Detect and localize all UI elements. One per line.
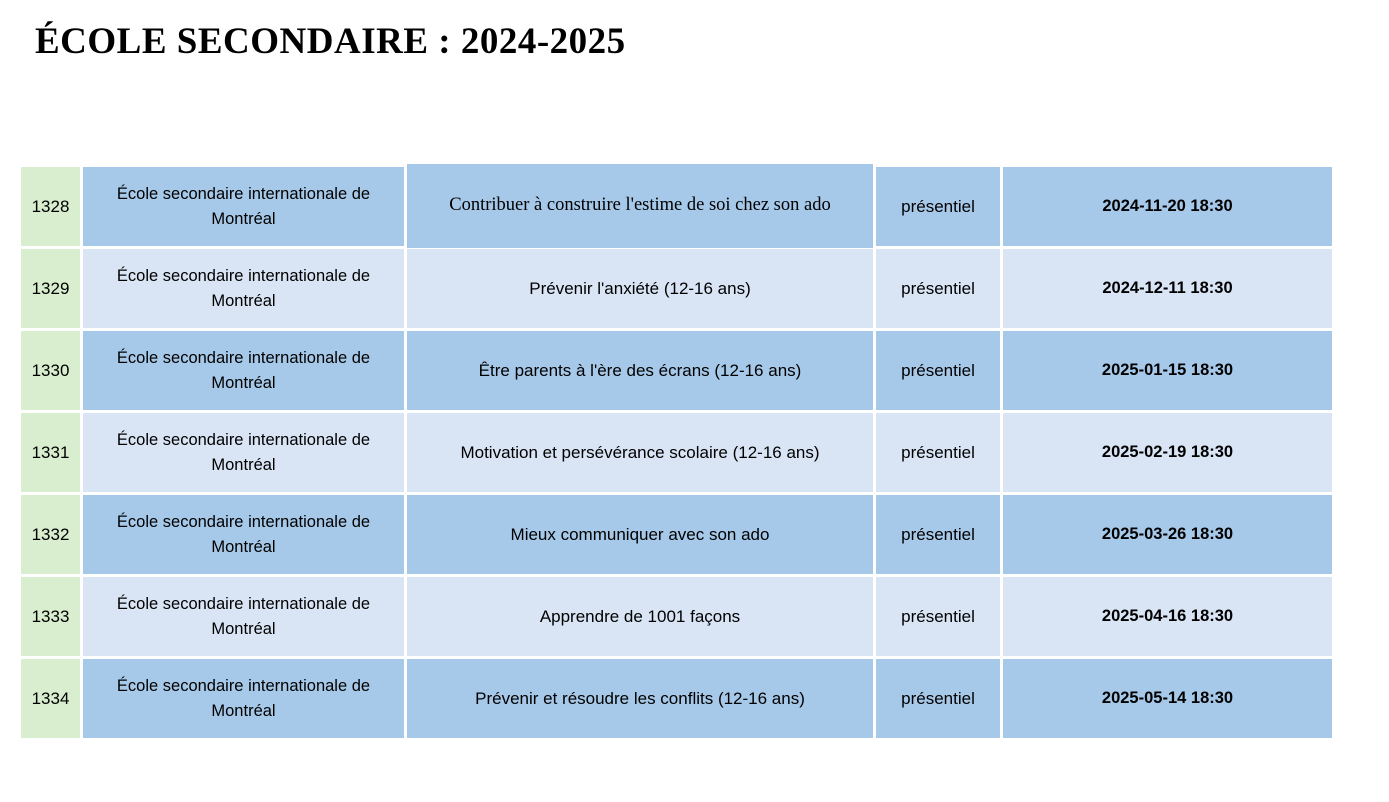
cell-workshop-title: Contribuer à construire l'estime de soi chez son ado <box>407 164 873 248</box>
cell-delivery-mode: présentiel <box>876 167 1000 246</box>
table-row <box>21 331 1332 410</box>
cell-workshop-title: Motivation et persévérance scolaire (12-16 ans) <box>407 413 873 492</box>
cell-delivery-mode: présentiel <box>876 331 1000 410</box>
cell-school-name: École secondaire internationale de Montréal <box>83 413 404 492</box>
table-row <box>21 167 1332 246</box>
cell-workshop-title: Prévenir et résoudre les conflits (12-16 ans) <box>407 659 873 738</box>
cell-school-name: École secondaire internationale de Montréal <box>83 249 404 328</box>
cell-delivery-mode: présentiel <box>876 495 1000 574</box>
workshops-table <box>21 167 1332 741</box>
cell-school-name: École secondaire internationale de Montréal <box>83 331 404 410</box>
table-row <box>21 495 1332 574</box>
table-row <box>21 577 1332 656</box>
cell-datetime: 2025-05-14 18:30 <box>1003 659 1332 738</box>
cell-school-name: École secondaire internationale de Montréal <box>83 167 404 246</box>
cell-datetime: 2024-12-11 18:30 <box>1003 249 1332 328</box>
cell-session-id: 1330 <box>21 331 80 410</box>
page-title: ÉCOLE SECONDAIRE : 2024-2025 <box>35 21 626 62</box>
cell-school-name: École secondaire internationale de Montréal <box>83 659 404 738</box>
cell-delivery-mode: présentiel <box>876 413 1000 492</box>
cell-session-id: 1332 <box>21 495 80 574</box>
cell-datetime: 2025-02-19 18:30 <box>1003 413 1332 492</box>
cell-session-id: 1328 <box>21 167 80 246</box>
cell-session-id: 1331 <box>21 413 80 492</box>
cell-datetime: 2025-04-16 18:30 <box>1003 577 1332 656</box>
cell-workshop-title: Être parents à l'ère des écrans (12-16 ans) <box>407 331 873 410</box>
table-row <box>21 413 1332 492</box>
cell-session-id: 1329 <box>21 249 80 328</box>
cell-workshop-title: Apprendre de 1001 façons <box>407 577 873 656</box>
cell-school-name: École secondaire internationale de Montréal <box>83 495 404 574</box>
cell-datetime: 2025-01-15 18:30 <box>1003 331 1332 410</box>
cell-datetime: 2025-03-26 18:30 <box>1003 495 1332 574</box>
cell-delivery-mode: présentiel <box>876 659 1000 738</box>
cell-workshop-title: Mieux communiquer avec son ado <box>407 495 873 574</box>
cell-delivery-mode: présentiel <box>876 249 1000 328</box>
cell-datetime: 2024-11-20 18:30 <box>1003 167 1332 246</box>
cell-session-id: 1334 <box>21 659 80 738</box>
cell-workshop-title: Prévenir l'anxiété (12-16 ans) <box>407 249 873 328</box>
table-row <box>21 249 1332 328</box>
cell-session-id: 1333 <box>21 577 80 656</box>
table-row <box>21 659 1332 738</box>
cell-school-name: École secondaire internationale de Montréal <box>83 577 404 656</box>
cell-delivery-mode: présentiel <box>876 577 1000 656</box>
